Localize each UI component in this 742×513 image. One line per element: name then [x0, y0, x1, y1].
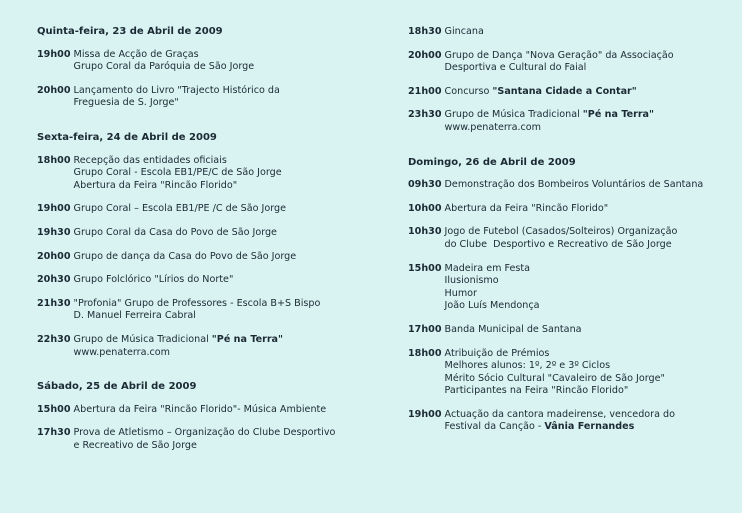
event-details — [74, 274, 397, 287]
event-time: 23h30 — [408, 109, 442, 121]
event-text: Concurso — [444, 85, 493, 97]
event-text: Grupo de Música Tradicional — [73, 333, 212, 345]
event-details — [74, 155, 397, 193]
event-details — [74, 203, 397, 216]
event-time: 10h00 — [408, 202, 442, 214]
event-line: Abertura da Feira "Rincão Florido"- Música Ambiente — [73, 403, 327, 415]
event-line: Jogo de Futebol (Casados/Solteiros) Organização — [444, 226, 678, 238]
event-details — [445, 86, 733, 99]
event-line: Grupo de dança da Casa do Povo de São Jorge — [73, 250, 297, 262]
event-time: 19h00 — [37, 48, 71, 60]
event-line: Prova de Atletismo – Organização do Clube Desportivo — [73, 427, 336, 439]
event-line: Recepção das entidades oficiais — [73, 154, 227, 166]
schedule-event — [37, 85, 397, 110]
event-line: Grupo Coral – Escola EB1/PE /C de São Jorge — [73, 203, 287, 215]
event-highlight: "Pé na Terra" — [582, 109, 655, 121]
schedule-event — [37, 203, 397, 216]
schedule-event — [37, 334, 397, 359]
right-column — [408, 26, 733, 445]
event-details — [445, 348, 733, 398]
schedule-event — [408, 409, 733, 434]
event-line: Ilusionismo — [444, 275, 499, 287]
event-line: Missa de Acção de Graças — [73, 48, 199, 60]
event-line: Desportiva e Cultural do Faial — [444, 62, 587, 74]
event-time: 15h00 — [408, 262, 442, 274]
event-time: 09h30 — [408, 179, 442, 191]
event-line: Abertura da Feira "Rincão Florido" — [73, 179, 238, 191]
event-line: Abertura da Feira "Rincão Florido" — [444, 202, 609, 214]
event-line: Grupo Folclórico "Lírios do Norte" — [73, 274, 234, 286]
event-line: Lançamento do Livro "Trajecto Histórico da — [73, 84, 280, 96]
schedule-event — [408, 26, 733, 39]
event-details — [74, 298, 397, 323]
schedule-event — [37, 251, 397, 264]
event-text: Grupo de Música Tradicional — [444, 109, 583, 121]
event-line: "Profonia" Grupo de Professores - Escola B+S Bispo — [73, 297, 321, 309]
event-line — [445, 421, 733, 434]
event-line: Melhores alunos: 1º, 2º e 3º Ciclos — [444, 360, 611, 372]
event-details — [445, 409, 733, 434]
schedule-event — [408, 50, 733, 75]
event-details — [74, 427, 397, 452]
day-heading: Sexta-feira, 24 de Abril de 2009 — [37, 131, 217, 143]
event-line: Grupo Coral da Paróquia de São Jorge — [73, 61, 255, 73]
event-line: Grupo de Dança "Nova Geração" da Associação — [444, 49, 674, 61]
event-line — [445, 109, 733, 122]
event-line — [445, 86, 733, 99]
event-time: 22h30 — [37, 333, 71, 345]
event-line: e Recreativo de São Jorge — [73, 439, 197, 451]
schedule-event — [37, 274, 397, 287]
event-details — [445, 26, 733, 39]
schedule-event — [408, 348, 733, 398]
event-line: Actuação da cantora madeirense, vencedora do — [444, 408, 675, 420]
event-details — [74, 49, 397, 74]
event-details — [445, 324, 733, 337]
event-line: Mérito Sócio Cultural "Cavaleiro de São Jorge" — [444, 372, 665, 384]
event-time: 19h00 — [37, 203, 71, 215]
event-line: www.penaterra.com — [73, 346, 171, 358]
event-details — [74, 251, 397, 264]
event-highlight: Vânia Fernandes — [544, 421, 635, 433]
event-time: 18h00 — [37, 154, 71, 166]
event-time: 21h00 — [408, 85, 442, 97]
schedule-event — [408, 203, 733, 216]
schedule-event — [37, 404, 397, 417]
day-heading: Sábado, 25 de Abril de 2009 — [37, 381, 197, 393]
left-column — [37, 26, 397, 463]
event-line: Gincana — [444, 26, 484, 37]
event-time: 18h00 — [408, 347, 442, 359]
schedule-event — [37, 427, 397, 452]
event-details — [445, 50, 733, 75]
schedule-event — [37, 227, 397, 240]
event-line: Demonstração dos Bombeiros Voluntários de Santana — [444, 179, 704, 191]
event-line: D. Manuel Ferreira Cabral — [73, 310, 196, 322]
event-line: www.penaterra.com — [444, 121, 542, 133]
event-time: 20h00 — [408, 49, 442, 61]
schedule-event — [408, 109, 733, 134]
event-time: 10h30 — [408, 226, 442, 238]
event-text: Festival da Canção - — [444, 421, 545, 433]
event-details — [445, 226, 733, 251]
day-heading: Domingo, 26 de Abril de 2009 — [408, 156, 576, 168]
event-time: 20h30 — [37, 274, 71, 286]
event-line: Participantes na Feira "Rincão Florido" — [444, 385, 629, 397]
event-details — [445, 203, 733, 216]
event-time: 19h30 — [37, 226, 71, 238]
event-line: Grupo Coral da Casa do Povo de São Jorge — [73, 226, 277, 238]
event-line: Grupo Coral - Escola EB1/PE/C de São Jorge — [73, 167, 282, 179]
schedule-event — [37, 49, 397, 74]
event-time: 15h00 — [37, 403, 71, 415]
event-time: 18h30 — [408, 26, 442, 37]
event-time: 20h00 — [37, 250, 71, 262]
schedule-event — [408, 86, 733, 99]
schedule-event — [408, 324, 733, 337]
event-line: Freguesia de S. Jorge" — [73, 97, 179, 109]
schedule-event — [408, 263, 733, 313]
event-details — [74, 404, 397, 417]
event-line: Madeira em Festa — [444, 262, 531, 274]
event-details — [445, 263, 733, 313]
schedule-event — [408, 179, 733, 192]
event-time: 20h00 — [37, 84, 71, 96]
schedule-event — [37, 298, 397, 323]
event-details — [74, 227, 397, 240]
schedule-event — [408, 226, 733, 251]
event-details — [445, 179, 733, 192]
event-time: 21h30 — [37, 297, 71, 309]
event-highlight: "Santana Cidade a Contar" — [492, 85, 637, 97]
event-details — [74, 85, 397, 110]
event-line: Banda Municipal de Santana — [444, 323, 582, 335]
event-line: Atribuição de Prémios — [444, 347, 550, 359]
event-line: Humor — [444, 287, 478, 299]
event-time: 17h30 — [37, 427, 71, 439]
event-time: 19h00 — [408, 408, 442, 420]
event-time: 17h00 — [408, 323, 442, 335]
event-line — [74, 334, 397, 347]
event-highlight: "Pé na Terra" — [211, 333, 284, 345]
event-line: João Luís Mendonça — [444, 300, 540, 312]
day-heading: Quinta-feira, 23 de Abril de 2009 — [37, 26, 223, 37]
event-details — [445, 109, 733, 134]
event-line: do Clube Desportivo e Recreativo de São Jorge — [444, 238, 672, 250]
schedule-event — [37, 155, 397, 193]
event-details — [74, 334, 397, 359]
